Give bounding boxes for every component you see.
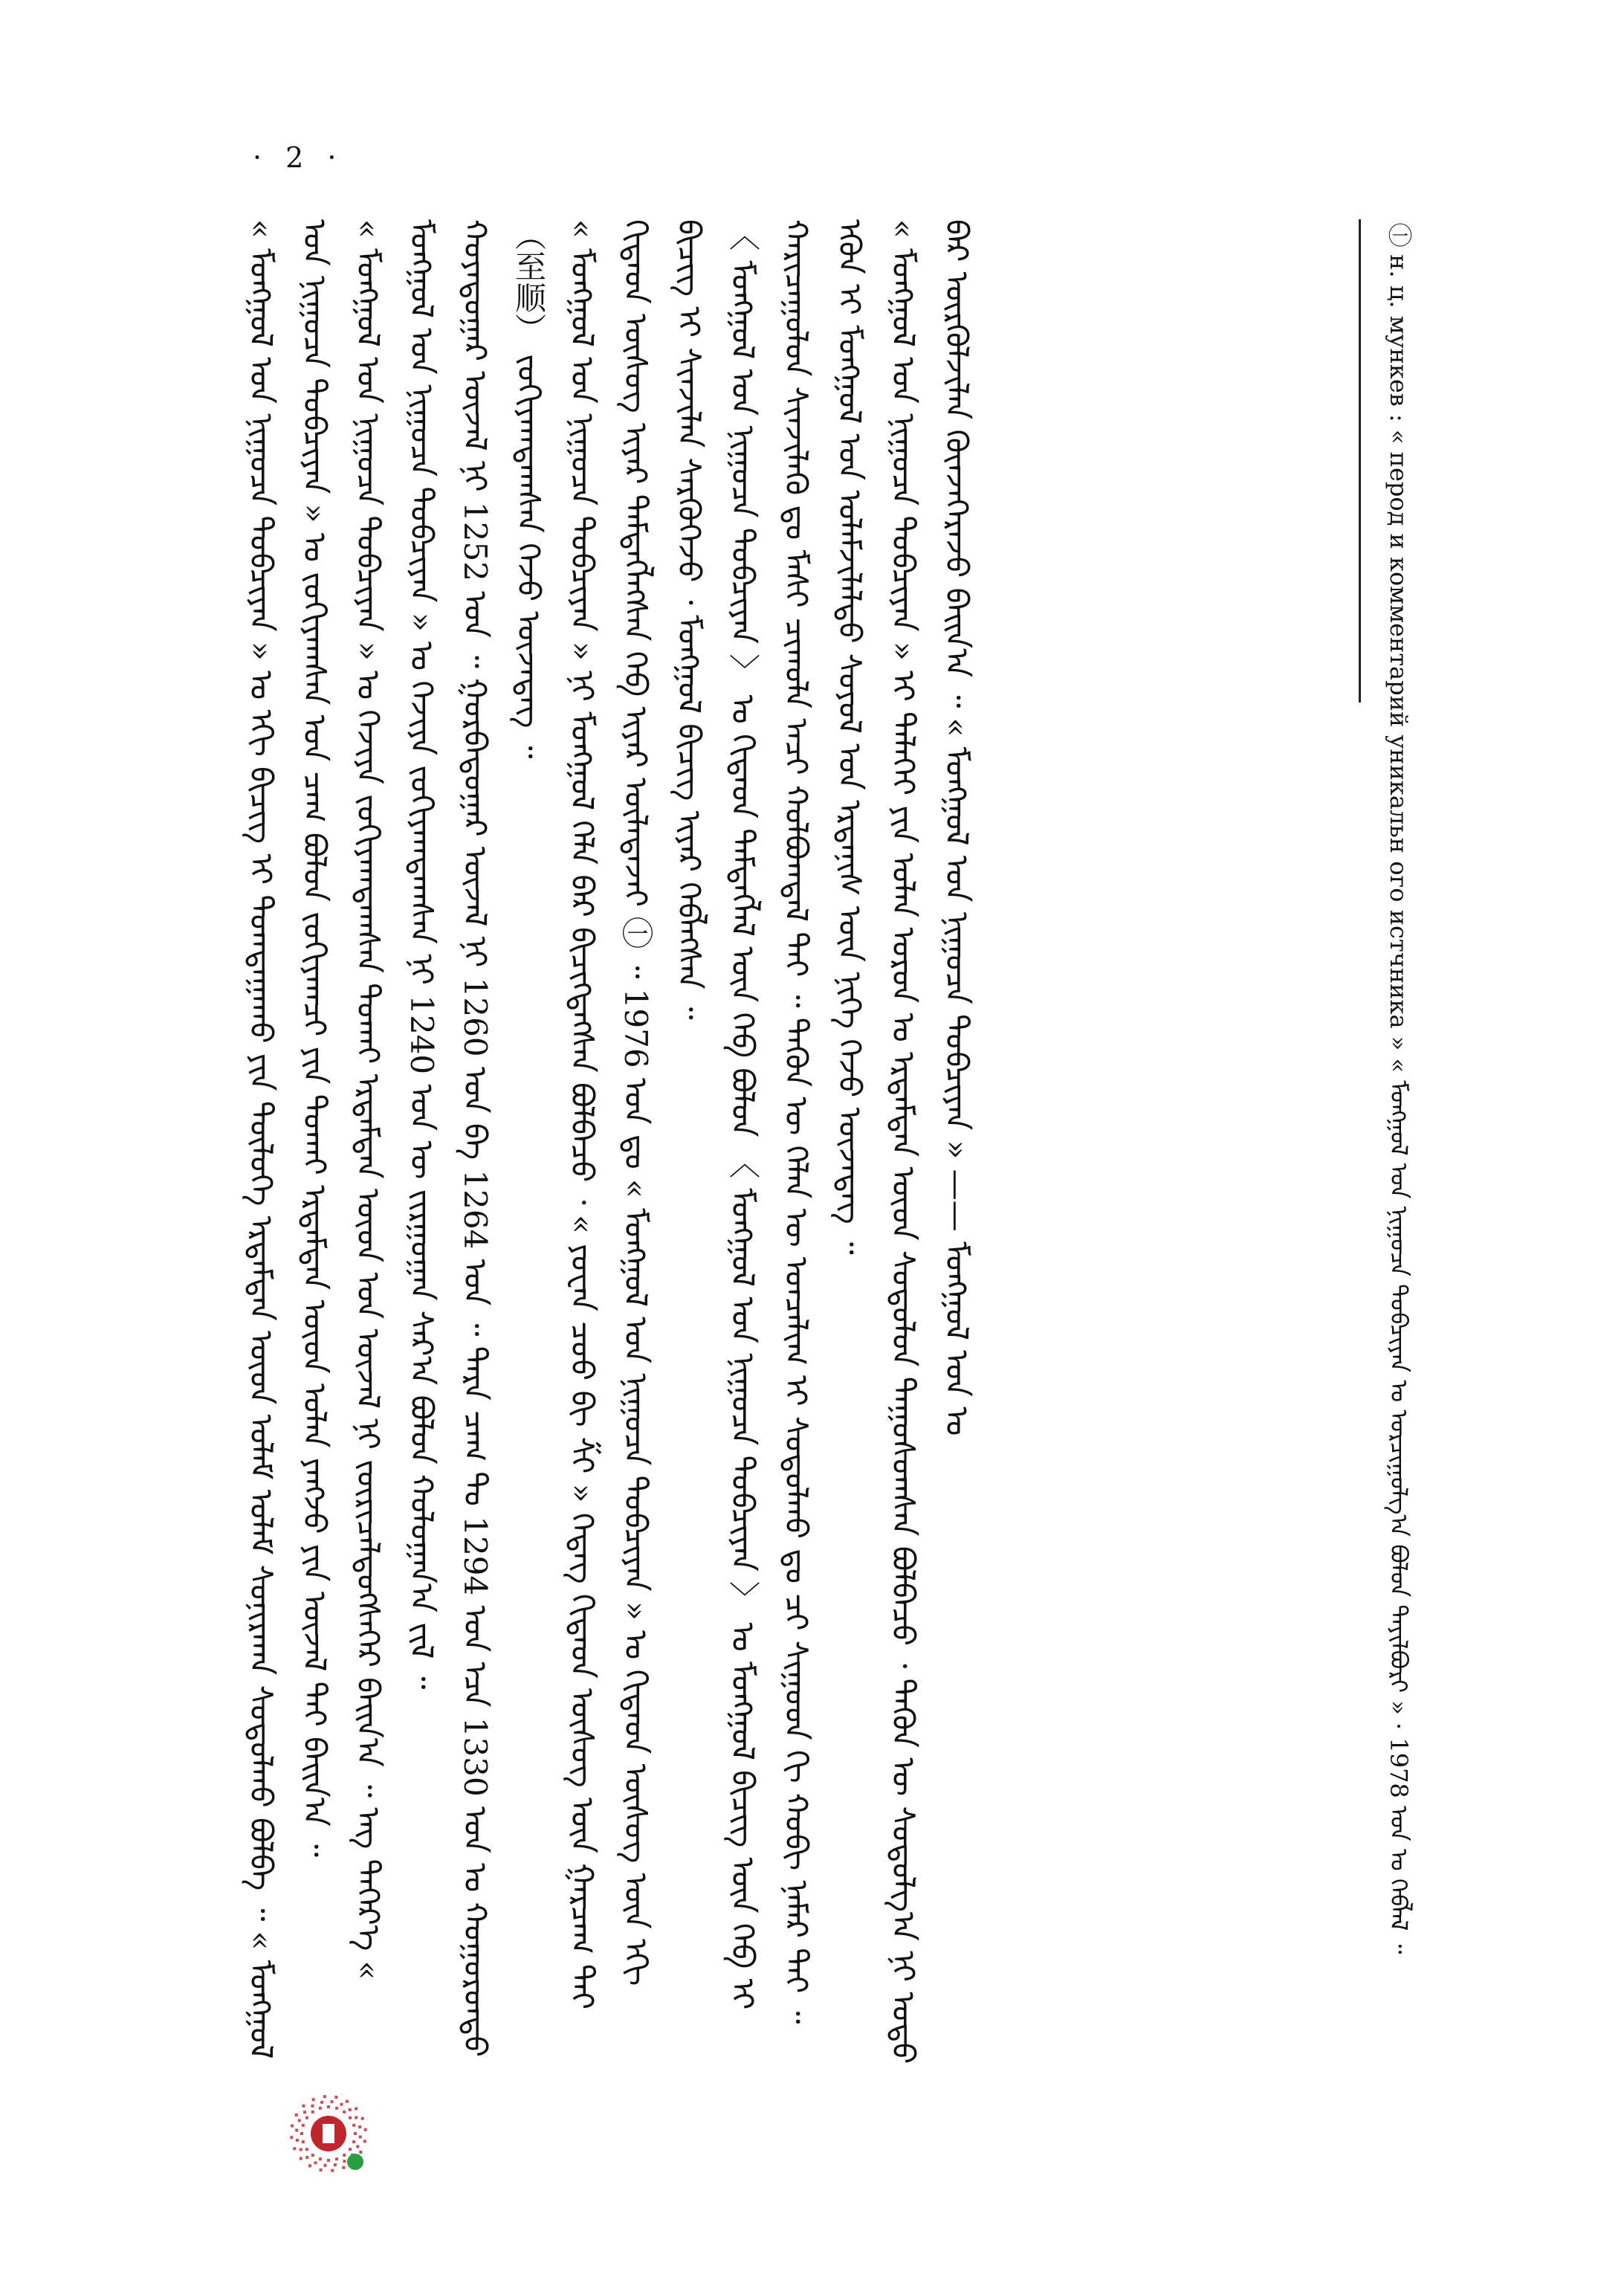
footnote-marker: ㊀ <box>1385 223 1413 247</box>
qr-dot <box>311 2154 314 2157</box>
qr-dot <box>295 2114 298 2116</box>
qr-dot <box>335 2107 338 2110</box>
qr-dot <box>303 2111 306 2114</box>
qr-dot <box>311 2111 314 2114</box>
qr-dot <box>291 2125 294 2128</box>
qr-dot <box>320 2101 323 2104</box>
qr-dot <box>323 2095 326 2098</box>
qr-dot <box>298 2119 301 2122</box>
qr-dot <box>352 2124 355 2127</box>
paragraph: ᠬᠣᠶᠠᠳᠤᠭᠠᠷ ᠦᠵᠡᠯ ᠨᠢ 1252 ᠣᠨ ᠃ ᠭᠤᠷᠪᠠᠳᠤᠭᠠᠷ ᠦᠵᠡᠯ ᠨᠢ 1260 ᠣᠨ ᠪᠠ 1264 ᠣᠨ ᠃ ᠲᠡᠷᠡ ᠴᠠᠭ ᠲᠤ 1294 ᠣᠨ ᠡᠴᠡ 1330 ᠣᠨ ᠤ ᠬᠣᠭᠣᠷᠣᠨᠳᠤ （至顺） ᠵᠣᠬᠢᠶᠠᠭᠳᠠᠭᠰᠠᠨ ᠭᠡᠵᠦ ᠦᠵᠡᠳᠡᠭ ᠃ <box>457 219 547 2058</box>
qr-dot <box>303 2105 305 2108</box>
qr-dot <box>327 2159 330 2162</box>
paragraph: « ᠮᠣᠩᠭᠣᠯ ᠤᠨ ᠨᠢᠭᠤᠴᠠ ᠲᠣᠪᠴᠢᠶᠠᠨ » ᠤ ᠡᠬᠢ ᠪᠢᠴᠢᠭ ᠢ ᠲᠣᠭᠲᠠᠭᠠᠬᠤ ᠶᠢᠨ ᠲᠥᠯᠥᠭᠡ ᠡᠷᠳᠡᠮᠲᠡᠨ ᠦᠳ ᠤᠯᠠᠮ ᠤᠯᠠᠮ ᠰᠣᠨᠢᠷᠬᠠᠨ ᠰᠣᠳᠤᠯᠬᠤ ᠪᠣᠯᠪᠠ ᠃ « ᠮᠣᠩᠭᠣᠯ ᠤᠨ ᠨᠢᠭᠤᠴᠠ ᠲᠣᠪᠴᠢᠶᠠᠨ » ᠤ ᠵᠣᠬᠢᠶᠠᠭᠰᠠᠨ ᠣᠨ ᠴᠠᠭ ᠪᠣᠯᠤᠨ ᠵᠣᠬᠢᠶᠠᠭᠴᠢ ᠶᠢᠨ ᠲᠤᠬᠠᠢ ᠡᠷᠳᠡᠮᠲᠡᠨ ᠦᠳ ᠣᠯᠠᠨ ᠶᠠᠩᠵᠤ ᠶᠢᠨ ᠦᠵᠡᠯ ᠲᠡᠢ ᠪᠠᠢᠨ᠎ᠠ ᠃ <box>243 219 333 2059</box>
qr-dot <box>343 2111 346 2114</box>
qr-dot <box>335 2157 338 2160</box>
qr-dot <box>349 2116 352 2119</box>
qr-dot <box>296 2139 299 2142</box>
qr-book-mark <box>323 2124 334 2143</box>
main-text <box>234 219 1304 2070</box>
qr-dot <box>327 2105 330 2108</box>
qr-dot <box>312 2098 315 2101</box>
qr-dot <box>359 2151 362 2154</box>
qr-dot <box>364 2128 367 2131</box>
qr-dot <box>342 2166 345 2169</box>
qr-dot <box>331 2169 334 2172</box>
qr-dot <box>355 2116 358 2119</box>
paragraph: « ᠮᠣᠩᠭᠣᠯ ᠤᠨ ᠨᠢᠭᠤᠴᠠ ᠲᠣᠪᠴᠢᠶᠠᠨ » ᠢ ᠳᠡᠯᠡᠬᠡᠢ ᠶᠢᠨ ᠣᠯᠠᠨ ᠣᠷᠣᠨ ᠤ ᠡᠷᠳᠡᠮᠲᠡᠨ ᠦᠳ ᠰᠣᠳᠤᠯᠤᠨ ᠳᠠᠭᠤᠰᠤᠭᠰᠠᠨ ᠪᠣᠯᠪᠠᠴᠤ ᠂ ᠲᠡᠭᠦᠨ ᠦ ᠰᠣᠳᠤᠯᠭ᠎ᠠ ᠨᠢ ᠣᠳᠣ ᠪᠠᠷ ᠦᠷᠭᠦᠯᠵᠢᠯᠡᠨ ᠭᠦᠨᠵᠡᠭᠡᠷᠡᠵᠦ ᠪᠠᠢᠨ᠎ᠠ ᠃ « ᠮᠣᠩᠭᠣᠯ ᠤᠨ ᠨᠢᠭᠤᠴᠠ ᠲᠣᠪᠴᠢᠶᠠᠨ » —— ᠮᠣᠩᠭᠣᠯ ᠤᠨ ᠤ <box>885 219 975 2064</box>
qr-dot <box>356 2145 359 2148</box>
qr-dot <box>305 2156 308 2159</box>
qr-dot <box>295 2129 298 2132</box>
qr-dot <box>334 2096 337 2099</box>
qr-dot <box>314 2161 317 2164</box>
qr-dot <box>320 2169 323 2171</box>
qr-dot <box>319 2107 322 2110</box>
qr-dot <box>305 2116 308 2119</box>
footnote-text: н. ц. мункев : « перод и комментарий уникальн ого истчника » « ᠮᠣᠩᠭᠣᠯ ᠤᠨ ᠨᠢᠭᠤᠴᠠ ᠲᠣᠪᠴᠢᠶᠠᠨ ᠤ ᠣᠷᠴᠢᠭᠤᠯᠭ᠎ᠠ ᠪᠣᠯᠤᠨ ᠲᠠᠶᠢᠯᠪᠤᠷᠢ » · 1978 ᠣᠨ ᠤ ᠬᠡᠪᠯᠡᠯ ᠃ <box>1385 254 1413 1954</box>
qr-dot <box>311 2105 314 2108</box>
qr-code-icon[interactable] <box>284 2089 373 2178</box>
qr-dot <box>340 2103 343 2106</box>
qr-dot <box>349 2108 352 2111</box>
paragraph: « ᠮᠣᠩᠭᠣᠯ ᠤᠨ ᠨᠢᠭᠤᠴᠠ ᠲᠣᠪᠴᠢᠶᠠᠨ » ᠨᠢ ᠮᠣᠩᠭᠣᠯ ᠬᠡᠯᠡ ᠪᠡᠷ ᠪᠢᠴᠢᠭᠳᠡᠭᠰᠡᠨ ᠪᠣᠯᠪᠠᠴᠤ ᠂ « ᠶᠤᠸᠠᠨ ᠴᠣᠣ ᠪᠢ ᠱᠢ » ᠭᠡᠳᠡᠭ ᠬᠢᠲᠠᠳ ᠦᠰᠦᠭ ᠦᠨ ᠭᠠᠷᠴᠠᠭ ᠲᠠᠢ ᠬᠢᠲᠠᠳ ᠦᠰᠦᠭ ᠢᠶᠡᠷ ᠲᠡᠮᠳᠡᠭᠯᠡᠭᠰᠡᠨ ᠬᠡᠪ ᠢᠶᠡᠷ ᠦᠯᠡᠳᠡᠵᠡᠢ ㊀ ᠃ 1976 ᠣᠨ ᠳᠤ « ᠮᠣᠩᠭᠣᠯ ᠤᠨ ᠨᠢᠭᠤᠴᠠ ᠲᠣᠪᠴᠢᠶᠠᠨ » ᠤ ᠬᠢᠲᠠᠳ ᠦᠰᠦᠭ ᠦᠨ ᠡᠬᠢ ᠪᠢᠴᠢᠭ ᠢ ᠰᠢᠨᠵᠢᠯᠡᠨ ᠰᠡᠷᠭᠦᠭᠡᠵᠦ ᠂ ᠮᠣᠩᠭᠣᠯ ᠪᠢᠴᠢᠭ ᠢᠶᠡᠷ ᠬᠡᠪᠯᠡᠭᠰᠡᠨ ᠃ <box>564 219 708 2010</box>
qr-dot <box>349 2148 352 2151</box>
qr-dot <box>363 2140 366 2142</box>
qr-dot <box>352 2140 355 2143</box>
qr-dot <box>361 2117 364 2120</box>
qr-dot <box>290 2136 293 2139</box>
paragraph: 〈 ᠮᠣᠩᠭᠣᠯ ᠤᠨ ᠨᠢᠭᠤᠴᠠ ᠲᠣᠪᠴᠢᠶᠠᠨ 〉 ᠤ ᠬᠢᠲᠠᠳ ᠲᠡᠮᠳᠡᠭᠯᠡᠯ ᠦᠨ ᠬᠡᠪ ᠪᠣᠯᠤᠨ 〈 ᠮᠣᠩᠭᠣᠯ ᠤᠨ ᠨᠢᠭᠤᠴᠠ ᠲᠣᠪᠴᠢᠶᠠᠨ 〉 ᠤ ᠮᠣᠩᠭᠣᠯ ᠪᠢᠴᠢᠭ ᠦᠨ ᠬᠡᠪ ᠢ ᠬᠠᠷᠢᠴᠠᠭᠤᠯᠤᠨ ᠰᠢᠨᠵᠢᠯᠡᠬᠦ ᠳᠤ ᠮᠠᠰᠢ ᠴᠢᠬᠤᠯᠠ ᠠᠴᠢ ᠬᠣᠯᠪᠣᠭᠳᠠᠯ ᠲᠠᠢ ᠃ ᠲᠡᠭᠦᠨ ᠦ ᠬᠡᠯᠡᠨ ᠦ ᠣᠨᠴᠠᠯᠢᠭ ᠢ ᠰᠣᠳᠤᠯᠬᠤ ᠳᠤ ᠴᠢ ᠰᠢᠭᠤᠳ ᠬᠢ ᠬᠤᠪᠢ ᠨᠡᠮᠡᠷ ᠲᠡᠢ ᠃ ᠡᠭᠦᠨ ᠢ ᠮᠣᠩᠭᠣᠯ ᠤᠨ ᠤᠯᠠᠮᠵᠢᠯᠠᠯᠲᠤ ᠰᠣᠶᠣᠯ ᠤᠨ ᠡᠷᠳᠡᠨᠢᠰ ᠦᠨ ᠨᠢᠭᠡ ᠭᠡᠵᠦ ᠦᠵᠡᠳᠡᠭ ᠃ <box>725 219 868 2024</box>
qr-dot <box>331 2100 334 2103</box>
footnote <box>1381 223 1417 1992</box>
qr-dot <box>302 2124 305 2127</box>
qr-dot <box>305 2148 308 2151</box>
qr-dot <box>324 2164 327 2167</box>
qr-dot <box>355 2108 358 2111</box>
page-number: · 2 · <box>253 141 344 174</box>
paragraph: « ᠮᠣᠩᠭᠣᠯ ᠤᠨ ᠨᠢᠭᠤᠴᠠ ᠲᠣᠪᠴᠢᠶᠠᠨ » ᠤ ᠬᠡᠵᠢᠶᠡ ᠵᠣᠬᠢᠶᠠᠭᠳᠠᠭᠰᠠᠨ ᠲᠤᠬᠠᠢ ᠡᠷᠳᠡᠮᠲᠡᠨ ᠦᠳ ᠤᠨ ᠦᠵᠡᠯ ᠨᠢ ᠵᠥᠷᠢᠴᠡᠯᠳᠦᠭᠰᠡᠭᠡᠷ ᠪᠠᠢᠨ᠎ᠠ ᠃ ᠡᠩ ᠳᠡᠭᠡᠷ᠎ᠡ « ᠮᠣᠩᠭᠣᠯ ᠤᠨ ᠨᠢᠭᠤᠴᠠ ᠲᠣᠪᠴᠢᠶᠠᠨ » ᠤ ᠬᠡᠵᠢᠶᠡ ᠵᠣᠬᠢᠶᠠᠭᠳᠠᠭᠰᠠᠨ ᠨᠢ 1240 ᠣᠨ ᠦ ᠵᠢᠷᠭᠤᠭᠠᠨ ᠰᠠᠷ᠎ᠠ ᠪᠣᠯᠤᠨ ᠬᠣᠯᠤᠭᠠᠨ᠎ᠠ ᠵᠢᠯ ᠃ <box>350 219 440 1980</box>
qr-dot <box>359 2136 362 2139</box>
qr-dot <box>293 2147 296 2150</box>
qr-dot <box>346 2100 349 2103</box>
qr-dot <box>302 2140 305 2143</box>
qr-dot <box>343 2160 346 2163</box>
qr-dot <box>358 2125 361 2128</box>
qr-dot <box>300 2157 303 2160</box>
qr-dot <box>308 2164 311 2167</box>
qr-accent-dot <box>347 2154 363 2170</box>
qr-dot <box>334 2163 337 2166</box>
footnote-separator <box>1359 219 1361 703</box>
qr-dot <box>300 2132 303 2135</box>
qr-dot <box>343 2154 346 2157</box>
qr-dot <box>319 2157 322 2160</box>
qr-dot <box>300 2148 303 2151</box>
qr-dot <box>354 2132 357 2135</box>
